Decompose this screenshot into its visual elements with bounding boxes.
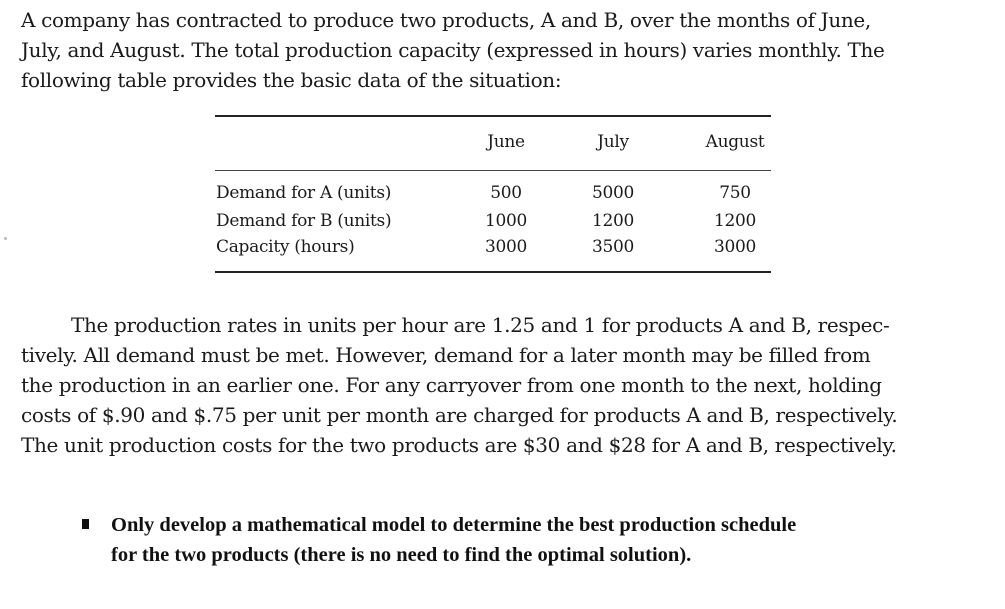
task-line: for the two products (there is no need to find the optimal solution). (111, 544, 692, 566)
column-header-july: July (597, 132, 629, 152)
scan-speck (4, 237, 7, 240)
table-cell: 500 (490, 183, 522, 203)
intro-line: following table provides the basic data of the situation: (21, 68, 562, 92)
table-bottom-rule (215, 271, 771, 273)
task-line: Only develop a mathematical model to determine the best production schedule (111, 514, 797, 536)
table-cell: 750 (719, 183, 751, 203)
rates-line: The unit production costs for the two products are $30 and $28 for A and B, respectively. (21, 433, 897, 457)
task-text (111, 510, 796, 570)
intro-paragraph (21, 5, 885, 95)
table-cell: 3500 (591, 237, 635, 257)
table-cell: 3000 (713, 237, 757, 257)
rates-line: the production in an earlier one. For any carryover from one month to the next, holding (21, 373, 882, 397)
table-cell: 1200 (713, 211, 757, 231)
data-table (215, 115, 771, 275)
row-label-demand-a: Demand for A (units) (216, 183, 392, 203)
row-label-capacity: Capacity (hours) (216, 237, 355, 257)
rates-line: The production rates in units per hour are 1.25 and 1 for products A and B, respec- (71, 313, 890, 337)
column-header-august: August (705, 132, 765, 152)
row-label-demand-b: Demand for B (units) (216, 211, 392, 231)
table-cell: 3000 (484, 237, 528, 257)
table-cell: 1000 (484, 211, 528, 231)
rates-paragraph (21, 310, 897, 460)
column-header-june: June (487, 132, 525, 152)
table-cell: 5000 (591, 183, 635, 203)
intro-line: A company has contracted to produce two products, A and B, over the months of June, (21, 8, 871, 32)
square-bullet-icon (82, 519, 89, 529)
rates-line: tively. All demand must be met. However, demand for a later month may be filled from (21, 343, 871, 367)
table-header-rule (215, 170, 771, 171)
intro-line: July, and August. The total production capacity (expressed in hours) varies monthly. The (21, 38, 885, 62)
rates-line: costs of $.90 and $.75 per unit per month are charged for products A and B, respectively. (21, 403, 898, 427)
table-cell: 1200 (591, 211, 635, 231)
table-top-rule (215, 115, 771, 117)
